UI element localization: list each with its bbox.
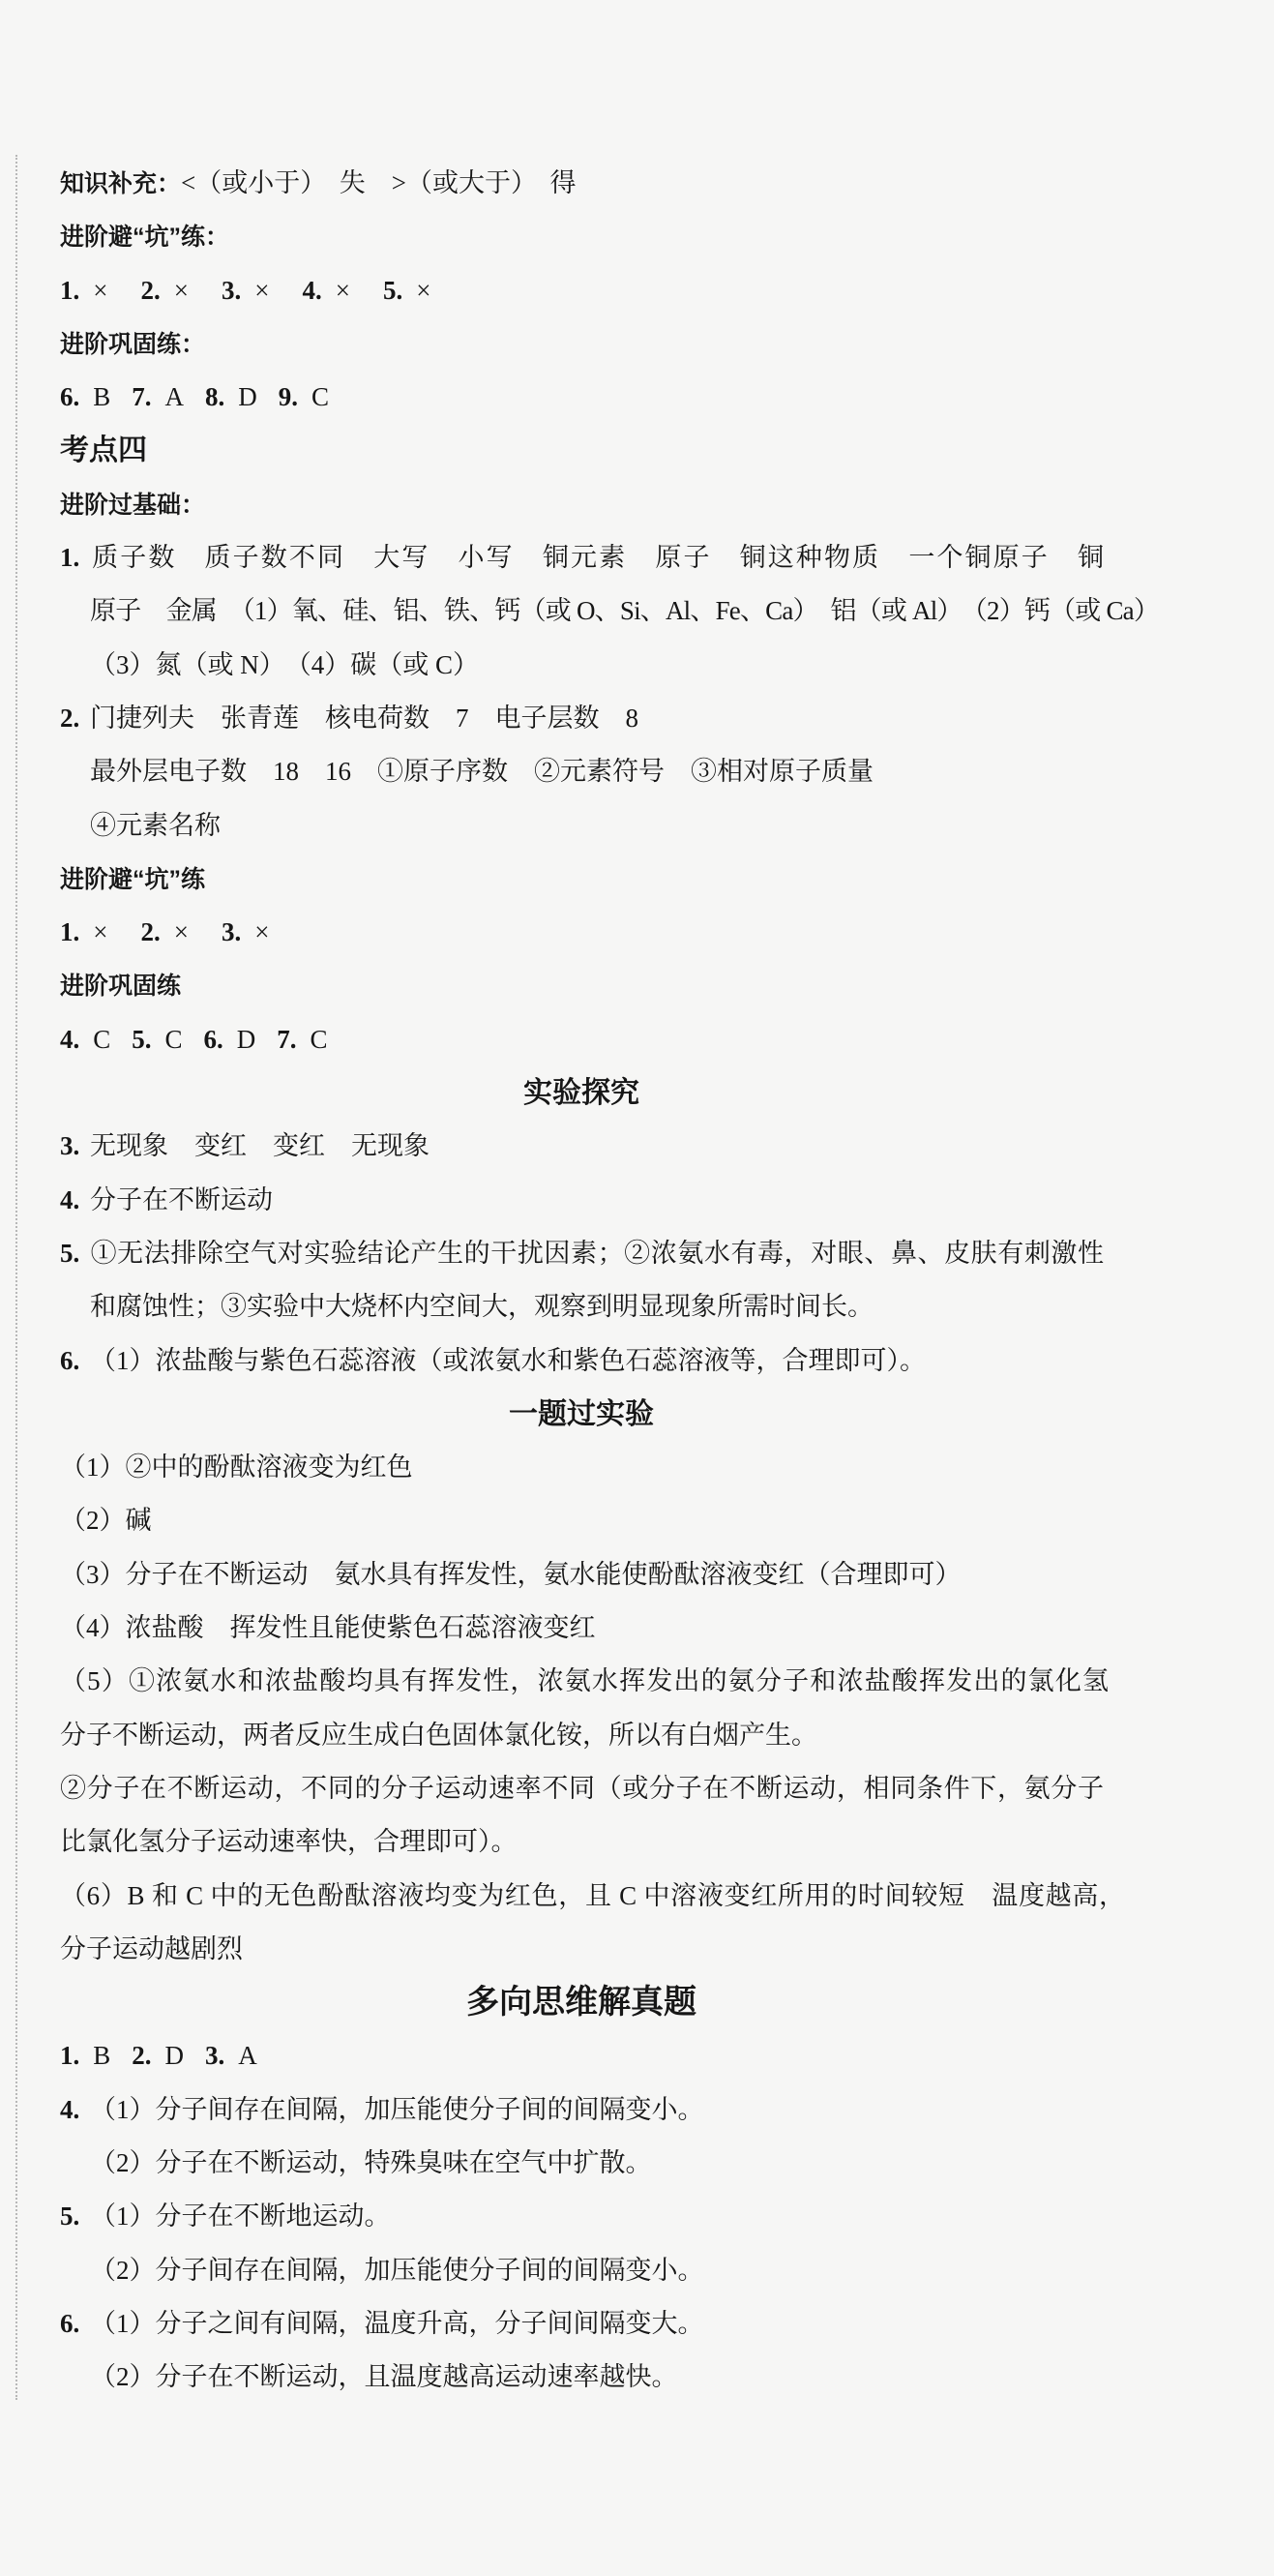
question-continuation-line: （2）分子在不断运动，特殊臭味在空气中扩散。 [90,2147,652,2177]
question-text: （1）分子之间有间隔，温度升高，分子间间隔变大。 [90,2308,704,2338]
consolidation-practice-answers [60,1013,1105,1066]
answer-item [60,264,107,317]
question-text: 分子在不断运动 [90,1184,273,1214]
consolidation-practice-label: 进阶巩固练 [60,973,182,1001]
section-title-exam-point-four: 考点四 [60,434,147,467]
answer-number: 1. [60,2041,80,2071]
answer-number: 3. [221,275,242,305]
answer-value: D [238,382,257,412]
section-title-real-exam: 多向思维解真题 [466,1984,696,2022]
answer-value: C [164,1024,183,1054]
choice-answers [60,2029,1105,2082]
answer-line: 比氯化氢分子运动速率快，合理即可）。 [60,1827,518,1857]
answer-item [205,2029,257,2082]
question-line [60,1174,1105,1227]
answer-item [222,906,269,959]
answer-number: 2. [140,275,161,305]
answer-value: A [238,2041,257,2071]
answer-value: D [164,2041,185,2071]
question-continuation-line: 和腐蚀性；③实验中大烧杯内空间大，观察到明显现象所需时间长。 [90,1292,874,1322]
answer-value: B [93,382,111,412]
answer-item [204,1013,256,1066]
consolidation-practice-title [60,959,1105,1012]
answer-item [60,1013,110,1066]
answer-value: × [93,275,108,305]
answer-value: × [173,275,189,305]
knowledge-supplement-text: <（或小于） 失 >（或大于） 得 [181,168,577,197]
answer-line: 分子不断运动，两者反应生成白色固体氯化铵，所以有白烟产生。 [60,1720,817,1750]
question-line [60,1227,1104,1280]
question-number: 6. [60,1345,80,1375]
question-number: 6. [60,2308,80,2338]
answer-value: × [173,917,189,947]
answer-key-page [60,157,1160,2404]
answer-item [279,371,329,424]
question-line [60,692,1105,745]
answer-number: 2. [140,917,161,947]
answer-number: 9. [278,382,299,412]
answer-item [205,371,257,424]
answer-number: 5. [132,1024,152,1054]
question-number: 4. [60,2094,80,2124]
question-continuation-line: （3）氮（或 N） （4）碳（或 C） [90,649,480,679]
pitfall-practice-title [60,210,1105,263]
answer-item [60,371,110,424]
answer-item [132,1013,182,1066]
basics-label: 进阶过基础： [60,491,206,519]
consolidation-practice-title [60,317,1105,371]
question-text: ①无法排除空气对实验结论产生的干扰因素；②浓氨水有毒，对眼、鼻、皮肤有刺激性 [90,1238,1104,1268]
answer-value: × [335,275,350,305]
basics-title [60,478,1105,531]
answer-number: 6. [203,1024,223,1054]
pitfall-practice-title [60,853,1105,906]
question-number: 3. [60,1131,80,1161]
answer-item [132,2029,184,2082]
answer-value: C [311,382,330,412]
question-continuation-line: ④元素名称 [90,810,221,840]
answer-number: 8. [205,382,225,412]
question-number: 5. [60,2202,80,2232]
question-line [60,1120,1105,1173]
answer-item [132,371,184,424]
question-line [60,2297,1105,2351]
question-continuation-line: 原子 金属 （1）氧、硅、铝、铁、钙（或 O、Si、Al、Fe、Ca） 铝（或 Al） （2）钙（或 Ca） [90,596,1160,626]
answer-value: C [310,1024,328,1054]
question-continuation-line: （2）分子间存在间隔，加压能使分子间的间隔变小。 [90,2255,704,2285]
question-text: 质子数 质子数不同 大写 小写 铜元素 原子 铜这种物质 一个铜原子 铜 [90,543,1104,573]
section-title-experiment-inquiry: 实验探究 [523,1077,639,1110]
answer-number: 5. [382,275,403,305]
answer-number: 4. [60,1024,80,1054]
knowledge-supplement-line [60,157,1105,210]
question-text: 门捷列夫 张青莲 核电荷数 7 电子层数 8 [90,703,638,733]
binding-margin-rule [15,155,17,2400]
answer-number: 3. [205,2041,225,2071]
answer-number: 1. [60,917,80,947]
answer-line: （1）②中的酚酞溶液变为红色 [60,1453,413,1483]
answer-number: 1. [60,275,80,305]
question-line [60,2083,1105,2137]
answer-number: 7. [132,382,152,412]
question-line [60,1334,1105,1388]
answer-item [60,2029,110,2082]
question-number: 1. [60,543,80,573]
answer-value: B [93,2041,111,2071]
knowledge-supplement-label: 知识补充： [60,170,182,197]
question-line [60,2190,1105,2243]
answer-item [60,906,107,959]
answer-line: 分子运动越剧烈 [60,1933,243,1963]
consolidation-practice-answers [60,371,1105,424]
answer-value: A [164,382,185,412]
pitfall-practice-label: 进阶避“坑”练 [60,865,206,893]
question-continuation-line: 最外层电子数 18 16 ①原子序数 ②元素符号 ③相对原子质量 [90,757,874,787]
answer-value: × [93,917,108,947]
answer-number: 2. [132,2041,152,2071]
answer-item [222,264,269,317]
answer-value: D [236,1024,256,1054]
answer-line: （2）碱 [60,1506,152,1536]
answer-number: 7. [277,1024,297,1054]
answer-item [140,264,188,317]
question-line [60,531,1104,584]
section-title-one-question-experiment: 一题过实验 [509,1397,654,1430]
question-text: （1）分子在不断地运动。 [90,2202,391,2232]
answer-item [140,906,188,959]
answer-line: （3）分子在不断运动 氨水具有挥发性，氨水能使酚酞溶液变红（合理即可） [60,1559,962,1589]
answer-value: C [93,1024,111,1054]
question-continuation-line: （2）分子在不断运动，且温度越高运动速率越快。 [90,2362,678,2392]
answer-value: × [416,275,431,305]
answer-number: 3. [221,917,242,947]
answer-number: 6. [60,382,80,412]
answer-line: （6）B 和 C 中的无色酚酞溶液均变为红色，且 C 中溶液变红所用的时间较短 温度越高， [60,1880,1125,1910]
answer-item [302,264,349,317]
answer-value: × [254,275,270,305]
answer-line: （4）浓盐酸 挥发性且能使紫色石蕊溶液变红 [60,1613,596,1643]
pitfall-practice-answers [60,264,1105,317]
answer-item [277,1013,327,1066]
question-number: 4. [60,1184,80,1214]
question-number: 2. [60,703,80,733]
consolidation-practice-label: 进阶巩固练： [60,330,206,358]
pitfall-practice-answers [60,906,1105,959]
question-text: 无现象 变红 变红 无现象 [90,1131,430,1161]
answer-line: （5）①浓氨水和浓盐酸均具有挥发性，浓氨水挥发出的氨分子和浓盐酸挥发出的氯化氢 [60,1666,1109,1696]
question-text: （1）分子间存在间隔，加压能使分子间的间隔变小。 [90,2094,704,2124]
question-text: （1）浓盐酸与紫色石蕊溶液（或浓氨水和紫色石蕊溶液等，合理即可）。 [90,1345,926,1375]
answer-value: × [254,917,270,947]
answer-item [383,264,430,317]
question-number: 5. [60,1238,80,1268]
answer-line: ②分子在不断运动，不同的分子运动速率不同（或分子在不断运动，相同条件下，氨分子 [60,1773,1104,1803]
answer-number: 4. [302,275,322,305]
pitfall-practice-label: 进阶避“坑”练： [60,224,230,252]
